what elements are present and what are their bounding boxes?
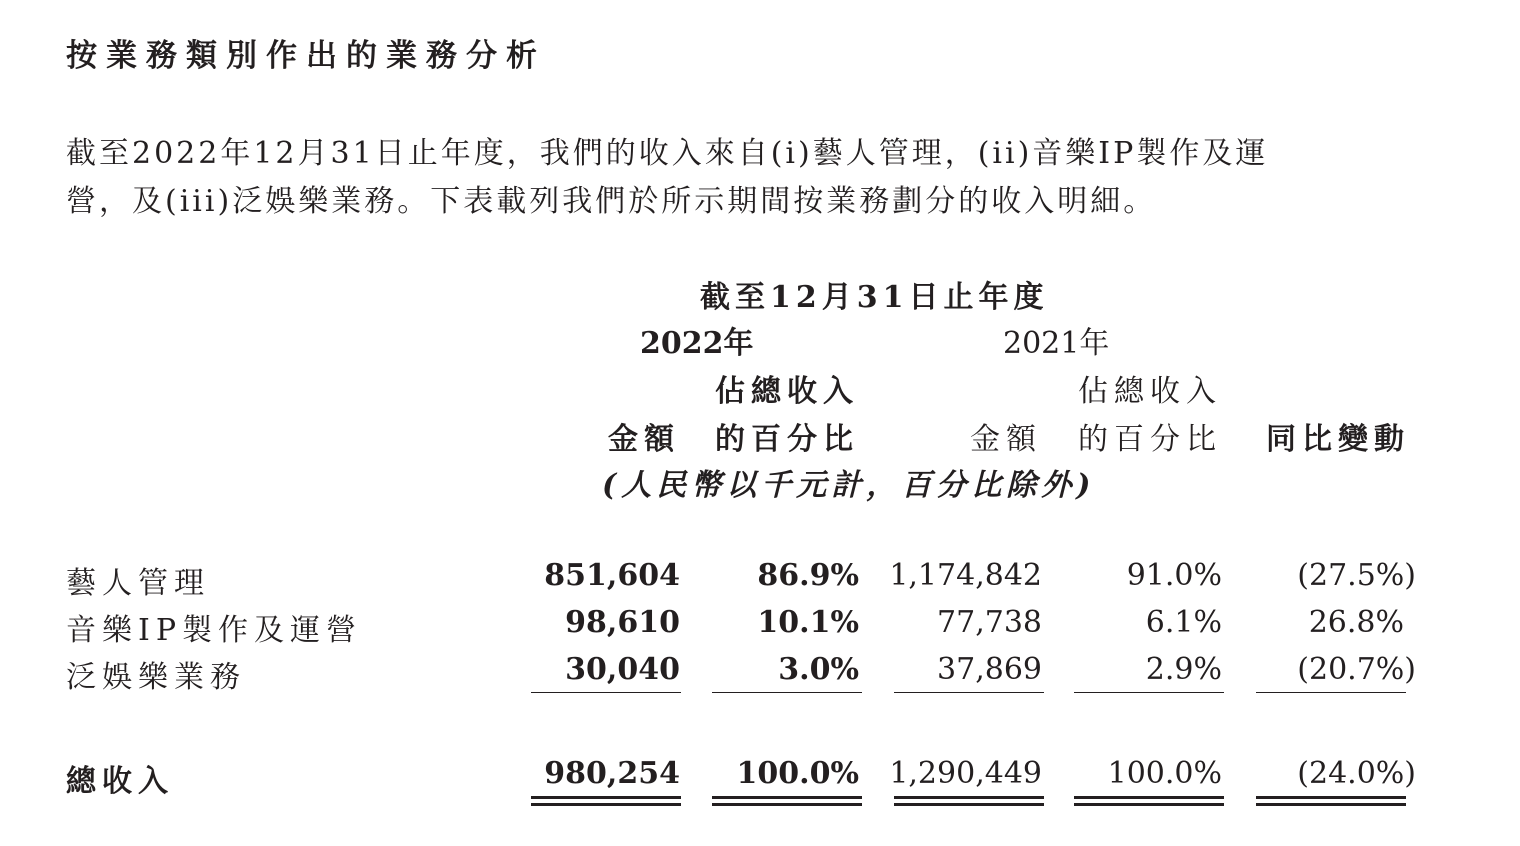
subtotal-rule [531,692,681,693]
year-2022-header: 2022年 [640,326,754,361]
pct-2021: 91.0% [1126,558,1222,593]
row-label: 藝人管理 [66,566,210,601]
pct-2022: 3.0% [778,652,859,687]
unit-note: (人民幣以千元計，百分比除外) [602,468,1096,503]
total-yoy-change: (24.0%) [1297,756,1416,791]
total-label: 總收入 [66,764,174,799]
pct-header-2021-line-1: 佔總收入 [1078,374,1222,409]
year-2021-header: 2021年 [1003,326,1110,361]
subtotal-rule [894,692,1044,693]
subtotal-rule [1256,692,1406,693]
yoy-change: (20.7%) [1297,652,1416,687]
intro-paragraph-line-2: 營，及(iii)泛娛樂業務。下表載列我們於所示期間按業務劃分的收入明細。 [66,184,1157,219]
pct-2022: 10.1% [757,605,859,640]
total-pct-2022: 100.0% [736,756,859,791]
amount-header-2021: 金額 [970,422,1042,457]
total-double-rule [712,796,862,806]
total-double-rule [1256,796,1406,806]
total-double-rule [1074,796,1224,806]
pct-2021: 6.1% [1145,605,1222,640]
subtotal-rule [712,692,862,693]
period-header: 截至12月31日止年度 [700,280,1049,315]
total-amount-2021: 1,290,449 [889,756,1042,791]
section-heading: 按業務類別作出的業務分析 [66,38,546,74]
total-double-rule [894,796,1044,806]
amount-header-2022: 金額 [608,422,680,457]
subtotal-rule [1074,692,1224,693]
pct-header-2022-line-1: 佔總收入 [715,374,859,409]
row-label: 音樂IP製作及運營 [66,613,363,648]
amount-2021: 1,174,842 [889,558,1042,593]
amount-2022: 98,610 [565,605,680,640]
total-pct-2021: 100.0% [1107,756,1222,791]
total-amount-2022: 980,254 [544,756,680,791]
intro-paragraph-line-1: 截至2022年12月31日止年度，我們的收入來自(i)藝人管理，(ii)音樂IP製作及運 [66,136,1269,171]
amount-2022: 30,040 [565,652,680,687]
yoy-change: 26.8% [1308,605,1404,640]
pct-2022: 86.9% [757,558,859,593]
total-double-rule [531,796,681,806]
pct-header-2021-line-2: 的百分比 [1078,422,1222,457]
yoy-change-header: 同比變動 [1266,422,1410,457]
amount-2022: 851,604 [544,558,680,593]
pct-header-2022-line-2: 的百分比 [715,422,859,457]
row-label: 泛娛樂業務 [66,660,246,695]
amount-2021: 77,738 [937,605,1042,640]
amount-2021: 37,869 [937,652,1042,687]
pct-2021: 2.9% [1145,652,1222,687]
yoy-change: (27.5%) [1297,558,1416,593]
